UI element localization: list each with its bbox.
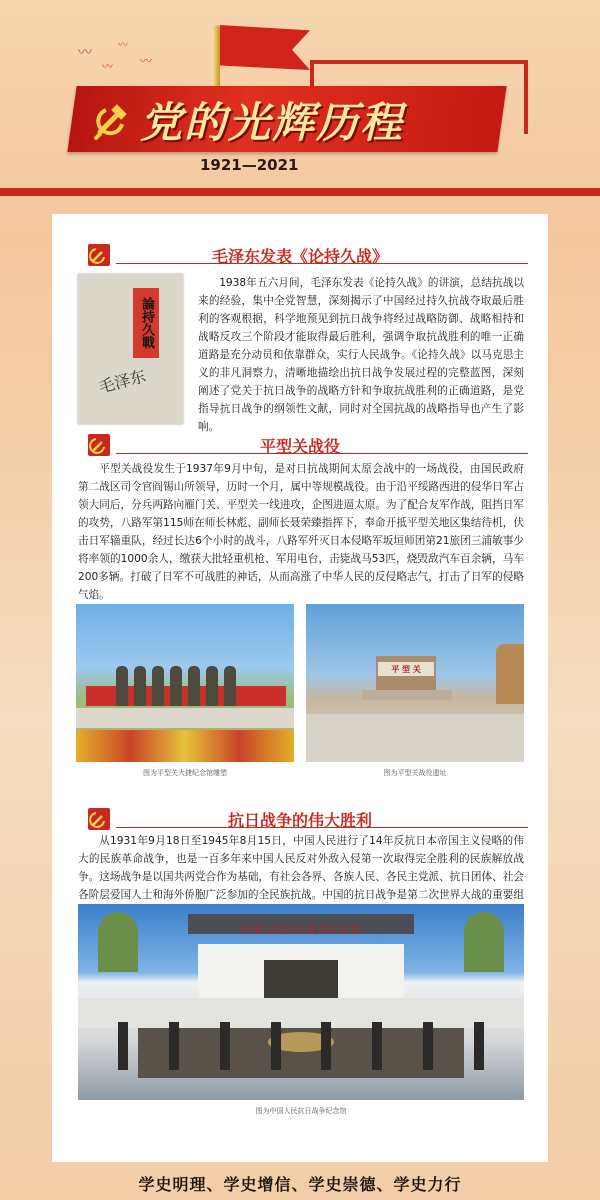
bird-icon: 〰 [102, 60, 113, 73]
book-cover-image [78, 274, 183, 424]
section-header [62, 244, 538, 266]
header-divider [0, 188, 600, 196]
header-banner [0, 0, 600, 200]
monument-inscription: 平 型 关 [378, 662, 434, 676]
bird-icon: 〰 [140, 54, 153, 68]
section-body: 平型关战役发生于1937年9月中旬，是对日抗战期间太原会战中的一场战役，由国民政府第二战区司令官阎锡山所领导，历时一个月，属中等规模战役。由于沿平绥路西进的侵华日军占领大同后，分兵两路向雁门关、平型关一线进攻，企图进逼太原。为了配合友军作战，阻挡日军的攻势，八路军第115师在师长林彪、副师长聂荣臻指挥下，奉命开抵平型关地区集结待机，伏击日军辎重队，经过长达6个小时的战斗，八路军歼灭日本侵略军坂垣师团第21旅团三浦敏事少将率领的1000余人，缴获大批轻重机枪、军用电台，击毙战马53匹，烧毁敌汽车百余辆，马车200多辆。打破了日军不可战胜的神话，从而高涨了中华人民的反侵略志气，打击了日军的侵略气焰。 [78, 463, 524, 601]
content-panel [52, 214, 548, 1162]
section-title: 抗日战争的伟大胜利 [227, 811, 372, 830]
photo-caption: 图为中国人民抗日战争纪念馆 [255, 1107, 347, 1115]
year-range: 1921—2021 [200, 156, 299, 174]
signature: 毛泽东 [96, 366, 148, 397]
section-body: 1938年五六月间，毛泽东发表《论持久战》的讲演，总结抗战以来的经验，集中全党智慧，深刻揭示了中国经过持久抗战夺取最后胜利的客观根据，科学地预见到抗日战争将经过战略防御、战略相持和战略反攻三个阶段才能取得最后胜利，强调争取抗战胜利的唯一正确道路是充分动员和依靠群众，实行人民战争。《论持久战》以马克思主义的非凡洞察力，清晰地描绘出抗日战争发展过程的完整蓝图，深刻阐述了党关于抗日战争的战略方针和争取抗战胜利的正确道路，是党指导抗日战争的纲领性文献，同时对全国抗战的战略指导也产生了影响。 [198, 277, 524, 433]
page-title: 党的光辉历程 [140, 98, 405, 147]
sculpture-photo [76, 604, 294, 762]
battle-site-photo [306, 604, 524, 762]
bird-icon: 〰 [118, 40, 128, 51]
section-title: 毛泽东发表《论持久战》 [211, 247, 388, 266]
book-title: 論持久戰 [133, 288, 159, 358]
section-title: 平型关战役 [259, 437, 340, 456]
building-inscription: 中国人民抗日战争纪念馆 [240, 923, 362, 936]
section-body: 从1931年9月18日至1945年8月15日，中国人民进行了14年反抗日本帝国主义侵略的伟大的民族革命战争，也是一百多年来中国人民反对外敌入侵第一次取得完全胜利的民族解放战争。这场战争是以国共两党合作为基础，有社会各界、各族人民、各民主党派、抗日团体、社会各阶层爱国人士和海外侨胞广泛参加的全民族抗战。中国的抗日战争是第二次世界大战的重要组 [78, 835, 524, 901]
section-header [62, 808, 538, 830]
red-flag-icon [220, 25, 310, 70]
photo-caption: 图为平型关战役遗址 [383, 769, 447, 777]
memorial-hall-photo [78, 904, 524, 1100]
footer-slogan: 学史明理、学史增信、学史崇德、学史力行 [138, 1175, 462, 1194]
photo-caption: 图为平型关大捷纪念馆雕塑 [143, 769, 227, 777]
section-header [62, 434, 538, 456]
bird-icon: 〰 [78, 45, 92, 61]
hammer-sickle-icon [92, 102, 132, 142]
